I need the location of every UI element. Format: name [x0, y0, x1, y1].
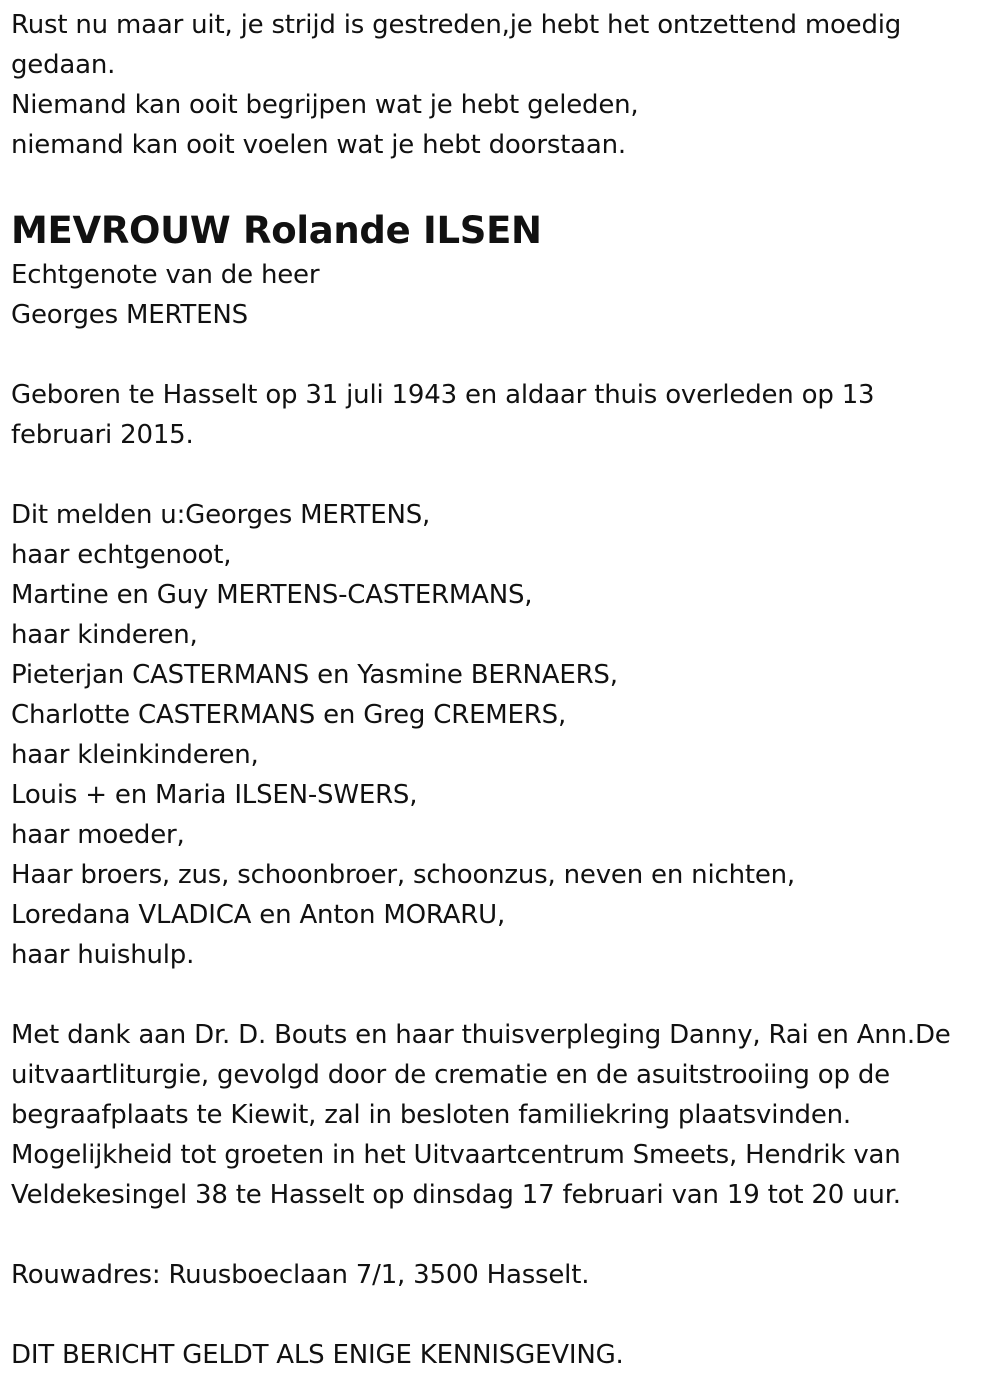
spacer	[11, 335, 991, 375]
family-line: Dit melden u:Georges MERTENS,	[11, 500, 431, 530]
family-line: haar moeder,	[11, 820, 185, 850]
family-line: haar kinderen,	[11, 620, 198, 650]
poem-line: Niemand kan ooit begrijpen wat je hebt geleden,	[11, 90, 639, 120]
spacer	[11, 1295, 991, 1335]
poem	[11, 5, 991, 165]
family-list	[11, 495, 991, 975]
poem-line: niemand kan ooit voelen wat je hebt doorstaan.	[11, 130, 626, 160]
family-line: Loredana VLADICA en Anton MORARU,	[11, 900, 506, 930]
thanks-line: begraafplaats te Kiewit, zal in besloten familiekring plaatsvinden.	[11, 1100, 851, 1130]
family-line: haar huishulp.	[11, 940, 195, 970]
family-line: Pieterjan CASTERMANS en Yasmine BERNAERS,	[11, 660, 618, 690]
notice-text: DIT BERICHT GELDT ALS ENIGE KENNISGEVING.	[11, 1340, 624, 1370]
thanks-paragraph	[11, 1015, 991, 1215]
thanks-line: Mogelijkheid tot groeten in het Uitvaartcentrum Smeets, Hendrik van	[11, 1140, 901, 1170]
family-line: Martine en Guy MERTENS-CASTERMANS,	[11, 580, 533, 610]
spouse-info	[11, 255, 991, 335]
thanks-line: Met dank aan Dr. D. Bouts en haar thuisverpleging Danny, Rai en Ann.De	[11, 1020, 951, 1050]
family-line: Charlotte CASTERMANS en Greg CREMERS,	[11, 700, 567, 730]
obituary-document	[11, 5, 991, 1375]
poem-line: gedaan.	[11, 50, 116, 80]
family-line: haar kleinkinderen,	[11, 740, 259, 770]
thanks-line: Veldekesingel 38 te Hasselt op dinsdag 17 februari van 19 tot 20 uur.	[11, 1180, 901, 1210]
deceased-name-title: MEVROUW Rolande ILSEN	[11, 209, 542, 252]
mourning-address: Rouwadres: Ruusboeclaan 7/1, 3500 Hasselt.	[11, 1260, 590, 1290]
family-line: haar echtgenoot,	[11, 540, 232, 570]
birth-death-line: februari 2015.	[11, 420, 194, 450]
spacer	[11, 455, 991, 495]
family-line: Louis + en Maria ILSEN-SWERS,	[11, 780, 418, 810]
spouse-line: Georges MERTENS	[11, 300, 248, 330]
spacer	[11, 1215, 991, 1255]
poem-line: Rust nu maar uit, je strijd is gestreden,je hebt het ontzettend moedig	[11, 10, 902, 40]
birth-death-info	[11, 375, 991, 455]
birth-death-line: Geboren te Hasselt op 31 juli 1943 en aldaar thuis overleden op 13	[11, 380, 875, 410]
spacer	[11, 165, 991, 205]
spouse-line: Echtgenote van de heer	[11, 260, 320, 290]
family-line: Haar broers, zus, schoonbroer, schoonzus, neven en nichten,	[11, 860, 795, 890]
spacer	[11, 975, 991, 1015]
thanks-line: uitvaartliturgie, gevolgd door de crematie en de asuitstrooiing op de	[11, 1060, 890, 1090]
